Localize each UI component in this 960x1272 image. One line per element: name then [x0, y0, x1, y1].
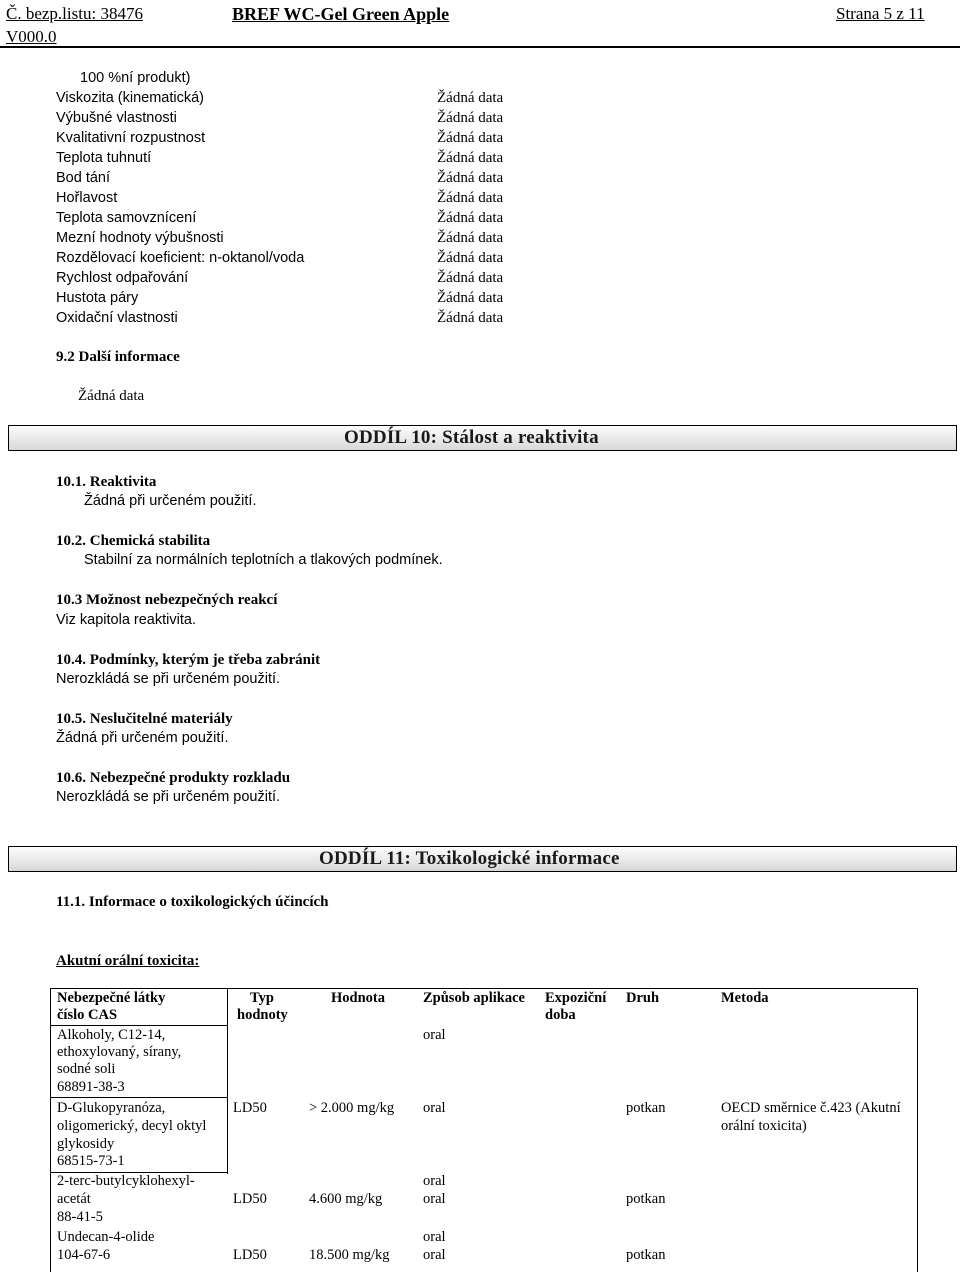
property-value: Žádná data: [437, 230, 504, 246]
substance-name: sodné soli: [57, 1061, 116, 1077]
property-label: Hustota páry: [56, 290, 139, 306]
header-species: Druh: [626, 990, 660, 1006]
subsection-text: Žádná při určeném použití.: [84, 493, 257, 509]
property-value: Žádná data: [437, 250, 504, 266]
property-label: Bod tání: [56, 170, 111, 186]
species: potkan: [626, 1247, 666, 1263]
value-type: LD50: [233, 1191, 267, 1207]
substance-name: ethoxylovaný, sírany,: [57, 1044, 182, 1060]
property-value: Žádná data: [437, 130, 504, 146]
property-value: Žádná data: [437, 190, 504, 206]
property-value: Žádná data: [437, 210, 504, 226]
substance-name: oligomerický, decyl oktyl: [57, 1118, 207, 1134]
value: 4.600 mg/kg: [309, 1191, 383, 1207]
subsection-heading: 10.4. Podmínky, kterým je třeba zabránit: [56, 652, 321, 668]
document-version: V000.0: [6, 27, 57, 46]
subsection-heading: 10.3 Možnost nebezpečných reakcí: [56, 592, 278, 608]
substance-name: glykosidy: [57, 1136, 115, 1152]
toxicity-table: [50, 988, 918, 1272]
property-label: Mezní hodnoty výbušnosti: [56, 230, 224, 246]
substance-name: D-Glukopyranóza,: [57, 1100, 166, 1116]
header-method: Metoda: [721, 990, 769, 1006]
value-type: LD50: [233, 1100, 267, 1116]
property-label: Výbušné vlastnosti: [56, 110, 177, 126]
subsection-heading: 10.1. Reaktivita: [56, 474, 157, 490]
property-label: Oxidační vlastnosti: [56, 310, 178, 326]
section-10-title: ODDÍL 10: Stálost a reaktivita: [344, 427, 599, 448]
subsection-heading: 10.5. Neslučitelné materiály: [56, 711, 233, 727]
subsection-heading: 10.2. Chemická stabilita: [56, 533, 211, 549]
table-row-divider: [51, 1097, 227, 1098]
value: 18.500 mg/kg: [309, 1247, 390, 1263]
property-label: Rychlost odpařování: [56, 270, 189, 286]
substance-name: 2-terc-butylcyklohexyl-: [57, 1173, 195, 1189]
property-value: Žádná data: [437, 110, 504, 126]
route: oral: [423, 1229, 446, 1245]
subsection-text: Žádná při určeném použití.: [56, 730, 229, 746]
cas-number: 68891-38-3: [57, 1079, 125, 1095]
section-10-banner: [8, 425, 957, 451]
section-11-banner: [8, 846, 957, 872]
method: orální toxicita): [721, 1118, 807, 1134]
header-cas: číslo CAS: [57, 1007, 118, 1023]
header-divider: [0, 46, 960, 48]
substance-name: acetát: [57, 1191, 91, 1207]
property-label: Viskozita (kinematická): [56, 90, 205, 106]
value: > 2.000 mg/kg: [309, 1100, 395, 1116]
page-indicator: Strana 5 z 11: [836, 4, 925, 23]
section-text-9-2: Žádná data: [78, 388, 145, 404]
species: potkan: [626, 1100, 666, 1116]
property-label: Hořlavost: [56, 190, 118, 206]
property-label: Teplota tuhnutí: [56, 150, 152, 166]
route: oral: [423, 1027, 446, 1043]
method: OECD směrnice č.423 (Akutní: [721, 1100, 901, 1116]
property-label: Teplota samovznícení: [56, 210, 197, 226]
cas-number: 68515-73-1: [57, 1153, 125, 1169]
cas-number: 88-41-5: [57, 1209, 103, 1225]
section-11-title: ODDÍL 11: Toxikologické informace: [319, 848, 620, 869]
product-title: BREF WC-Gel Green Apple: [232, 4, 450, 24]
subsection-heading: 10.6. Nebezpečné produkty rozkladu: [56, 770, 291, 786]
property-value: Žádná data: [437, 270, 504, 286]
section-11-1-heading: 11.1. Informace o toxikologických účincích: [56, 894, 329, 910]
table-divider: [227, 989, 228, 1174]
header-exposure: Expoziční: [545, 990, 607, 1006]
document-number: Č. bezp.listu: 38476: [6, 4, 143, 23]
header-route: Způsob aplikace: [423, 990, 525, 1006]
subsection-text: Viz kapitola reaktivita.: [56, 612, 196, 628]
value-type: LD50: [233, 1247, 267, 1263]
subsection-text: Nerozkládá se při určeném použití.: [56, 789, 281, 805]
property-value: Žádná data: [437, 170, 504, 186]
properties-intro: 100 %ní produkt): [80, 70, 191, 86]
route: oral: [423, 1191, 446, 1207]
property-value: Žádná data: [437, 90, 504, 106]
property-value: Žádná data: [437, 150, 504, 166]
subsection-text: Nerozkládá se při určeném použití.: [56, 671, 281, 687]
property-value: Žádná data: [437, 290, 504, 306]
header-type: Typ: [250, 990, 274, 1006]
route: oral: [423, 1247, 446, 1263]
substance-name: Undecan-4-olide: [57, 1229, 155, 1245]
header-exposure-2: doba: [545, 1007, 576, 1023]
header-type-2: hodnoty: [237, 1007, 288, 1023]
section-heading-9-2: 9.2 Další informace: [56, 349, 180, 365]
substance-name: Alkoholy, C12-14,: [57, 1027, 166, 1043]
route: oral: [423, 1173, 446, 1189]
header-value: Hodnota: [331, 990, 385, 1006]
property-label: Rozdělovací koeficient: n-oktanol/voda: [56, 250, 305, 266]
cas-number: 104-67-6: [57, 1247, 111, 1263]
subsection-text: Stabilní za normálních teplotních a tlakových podmínek.: [84, 552, 443, 568]
route: oral: [423, 1100, 446, 1116]
property-value: Žádná data: [437, 310, 504, 326]
acute-toxicity-heading: Akutní orální toxicita:: [56, 953, 200, 969]
property-label: Kvalitativní rozpustnost: [56, 130, 206, 146]
table-row-divider: [51, 1025, 227, 1026]
species: potkan: [626, 1191, 666, 1207]
header-substance: Nebezpečné látky: [57, 990, 166, 1006]
